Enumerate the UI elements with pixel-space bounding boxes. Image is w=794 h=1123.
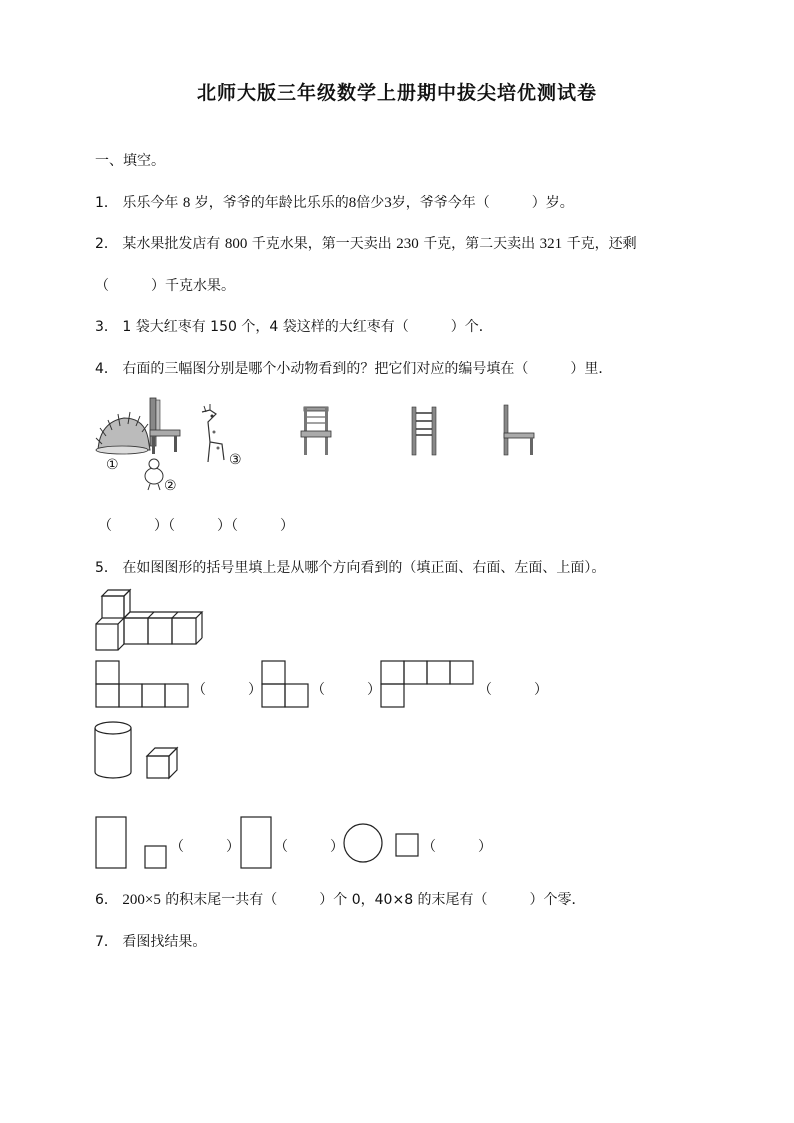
view-shape-1: [95, 660, 190, 708]
number: 8: [348, 195, 357, 211]
chair-image: [150, 398, 180, 454]
question-1: [95, 192, 574, 212]
view-2-blank[interactable]: （ ）: [311, 682, 381, 698]
question-text: 岁，爷爷的年龄比乐乐的: [194, 195, 349, 211]
label-1: ①: [106, 457, 119, 473]
question-number: 6．: [95, 892, 118, 908]
label-3: ③: [229, 452, 242, 468]
page-title: 北师大版三年级数学上册期中拔尖培优测试卷: [196, 82, 597, 104]
view-6-blank[interactable]: （ ）: [422, 839, 492, 855]
question-5: [95, 557, 605, 577]
view-shape-2: [261, 660, 311, 708]
cylinder-figure: [93, 720, 135, 780]
view-1-blank[interactable]: （ ）: [192, 682, 262, 698]
question-text: 岁，爷爷今年（ ）岁。: [391, 195, 574, 211]
number: 321: [539, 236, 563, 252]
question-text: 的积末尾一共有（ ）个 0，40×8 的末尾有（ ）个零．: [165, 892, 586, 908]
cube-arrangement-figure: [94, 588, 206, 652]
question-number: 7．: [95, 934, 118, 950]
question-4: [95, 358, 612, 378]
question-text: 千克，还剩: [566, 236, 637, 252]
hedgehog-image: [96, 412, 150, 454]
question-text: 在如图图形的括号里填上是从哪个方向看到的（填正面、右面、左面、上面）。: [122, 560, 606, 576]
number: 8: [182, 195, 191, 211]
question-2-line-2: （ ）千克水果。: [95, 278, 235, 294]
question-6: [95, 889, 586, 909]
question-text: 倍少: [356, 195, 385, 211]
question-text: 看图找结果。: [122, 934, 207, 950]
view-5-blank[interactable]: （ ）: [274, 839, 344, 855]
view-shape-4: [95, 816, 170, 870]
question-text: 千克，第二天卖出: [423, 236, 536, 252]
view-shape-3: [380, 660, 476, 708]
question-7: [95, 931, 206, 951]
question-number: 2．: [95, 236, 118, 252]
giraffe-image: [202, 404, 224, 462]
question-text: 1 袋大红枣有 150 个，4 袋这样的大红枣有（ ）个．: [122, 319, 493, 335]
question-3: [95, 316, 493, 336]
number: 200×5: [122, 892, 161, 908]
chair-view-back: [410, 405, 440, 457]
question-text: 乐乐今年: [122, 195, 179, 211]
chick-image: [145, 459, 163, 490]
question-text: 千克水果，第一天卖出: [251, 236, 392, 252]
question-number: 4．: [95, 361, 118, 377]
label-2: ②: [164, 478, 177, 494]
question-number: 5．: [95, 560, 118, 576]
chair-view-front: [300, 405, 334, 457]
small-cube-figure: [145, 746, 181, 782]
number: 800: [224, 236, 248, 252]
chair-view-side: [502, 405, 536, 457]
view-shape-6: [342, 822, 424, 864]
view-shape-5: [240, 816, 274, 870]
number: 3: [384, 195, 392, 211]
section-heading: 一、填空。: [95, 153, 165, 169]
question-2: [95, 233, 637, 253]
view-3-blank[interactable]: （ ）: [478, 682, 548, 698]
question-number: 1．: [95, 195, 118, 211]
view-4-blank[interactable]: （ ）: [170, 839, 240, 855]
question-4-answers[interactable]: （ ）（ ）（ ）: [98, 518, 294, 534]
question-number: 3．: [95, 319, 118, 335]
question-text: 某水果批发店有: [122, 236, 221, 252]
number: 230: [396, 236, 419, 252]
question-text: 右面的三幅图分别是哪个小动物看到的？把它们对应的编号填在（ ）里．: [122, 361, 613, 377]
